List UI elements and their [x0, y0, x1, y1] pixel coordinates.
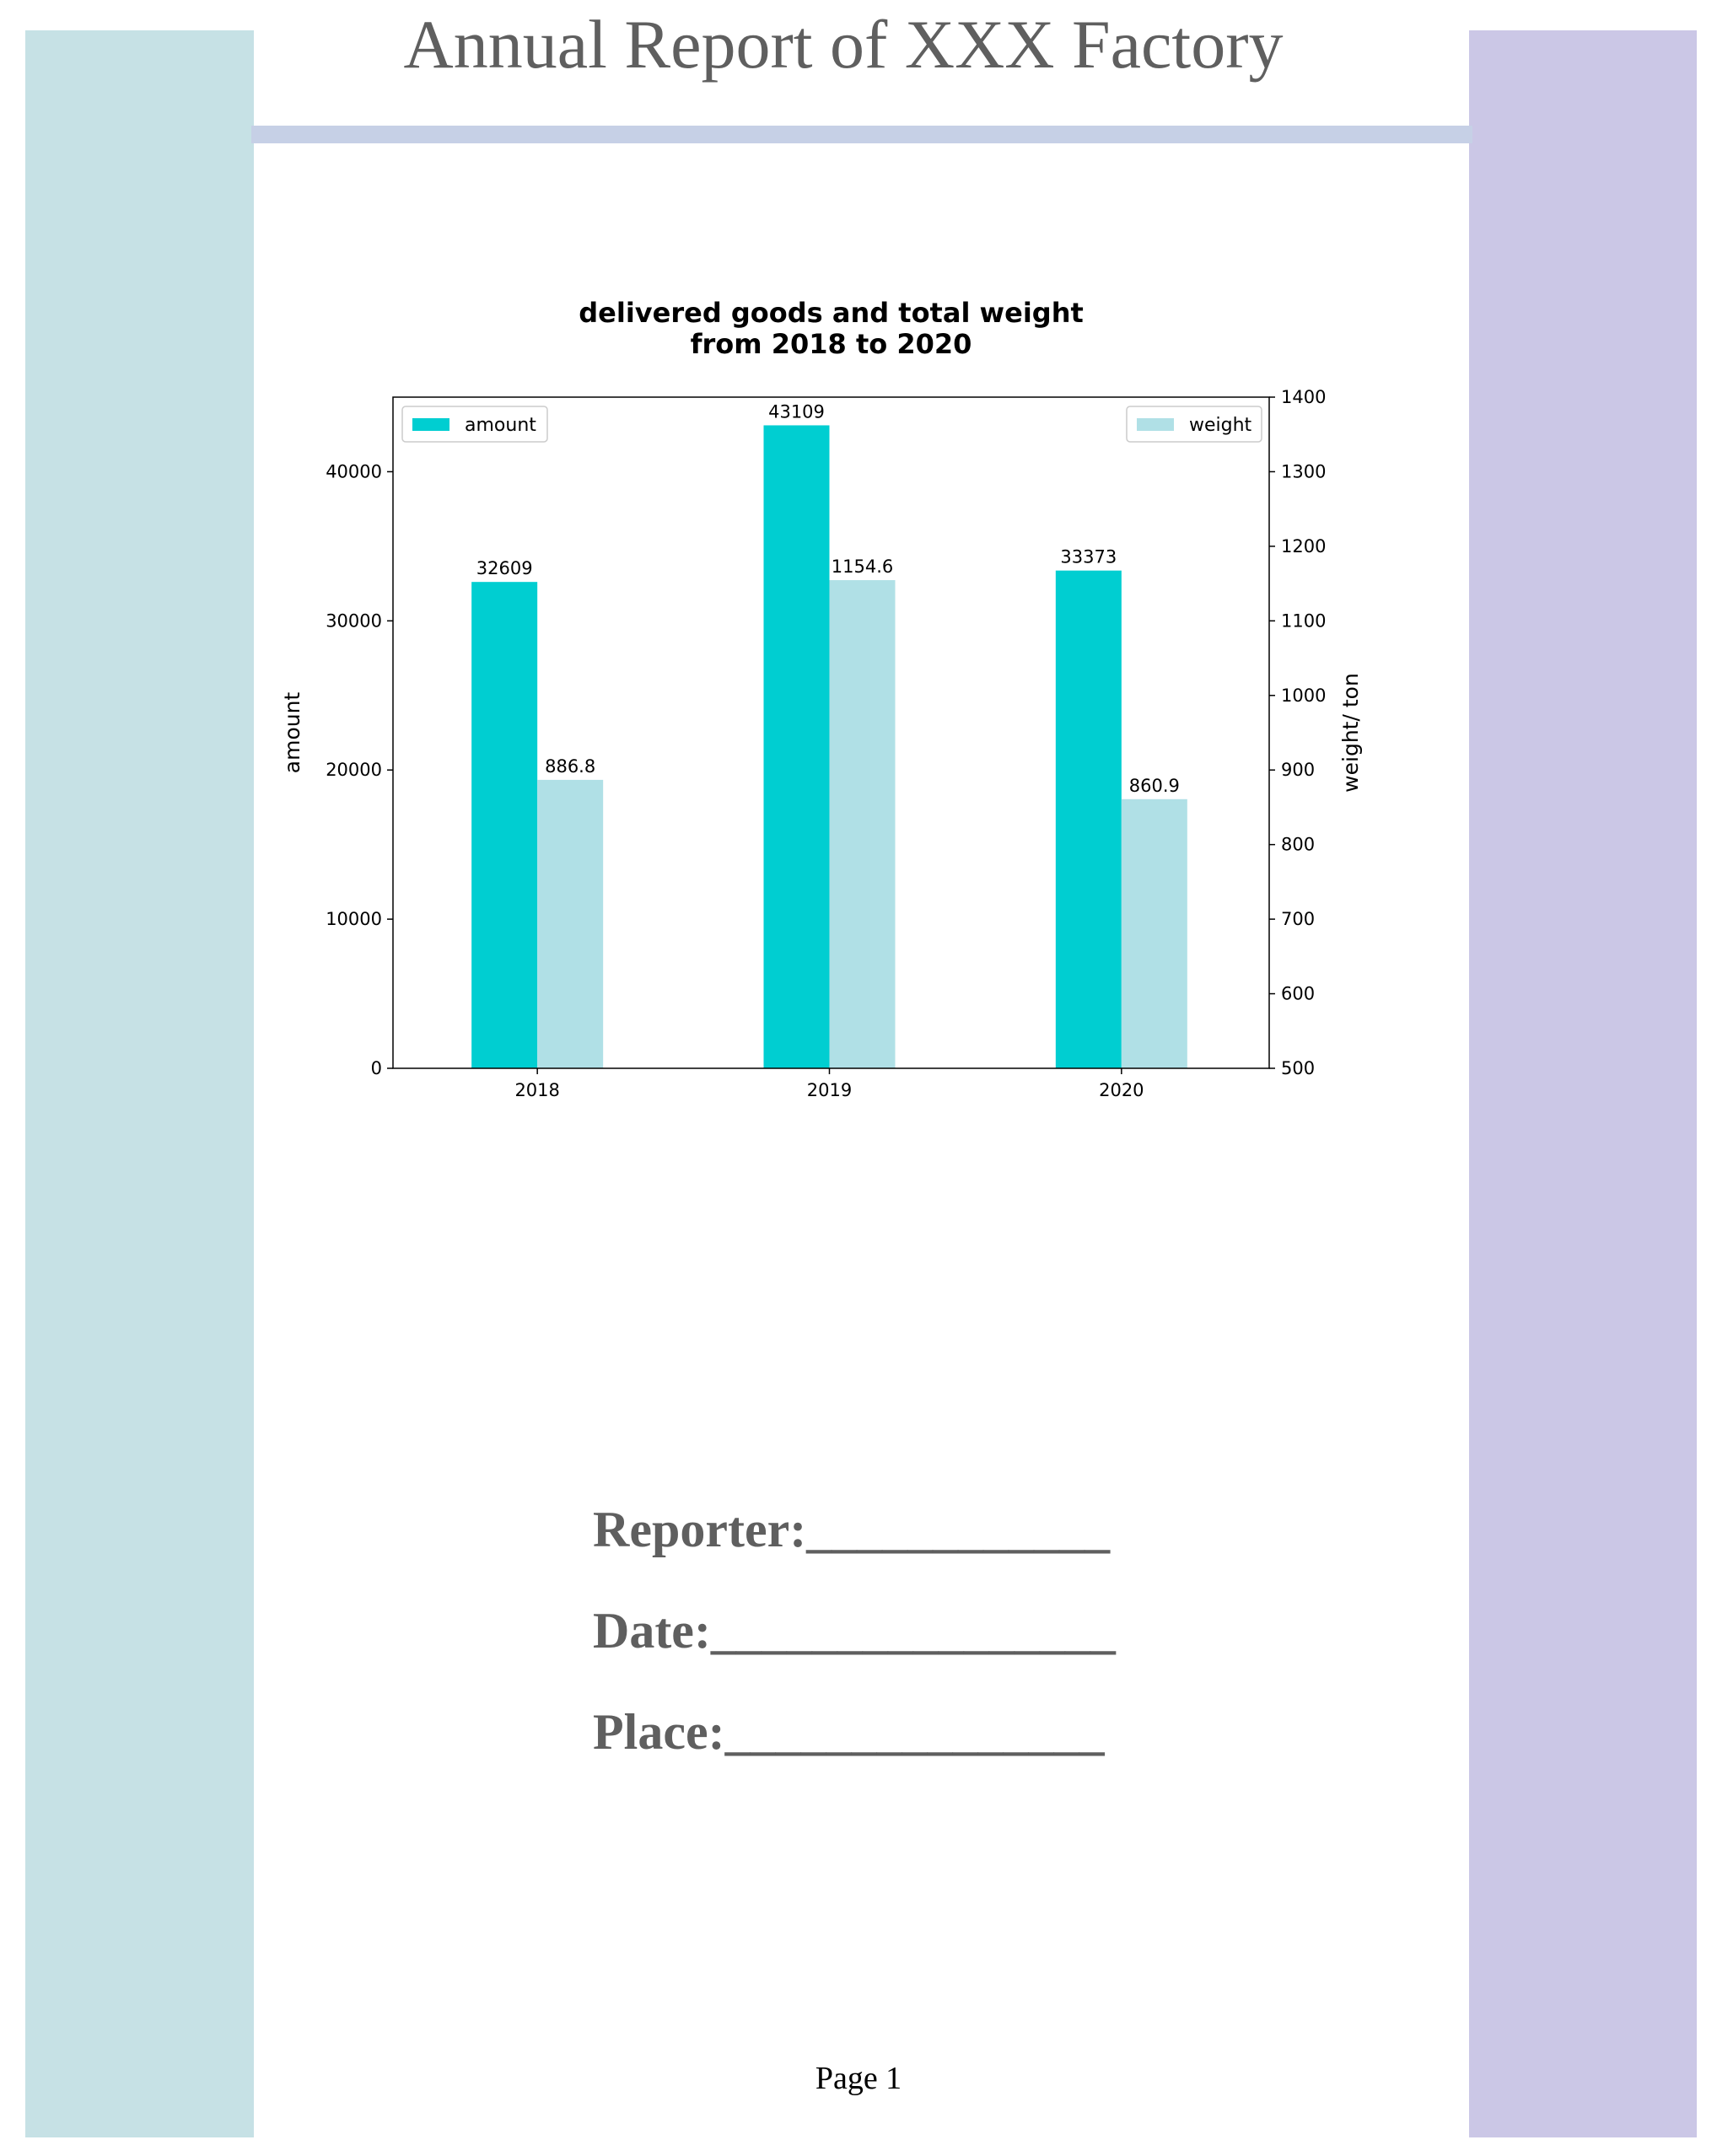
report-title: Annual Report of XXX Factory — [403, 6, 1284, 83]
y-right-tick-label: 700 — [1281, 909, 1316, 930]
y-left-tick-label: 30000 — [326, 610, 382, 632]
chart-title-line: from 2018 to 2020 — [690, 328, 972, 360]
y-right-tick-label: 1000 — [1281, 685, 1327, 706]
y-right-tick-label: 1300 — [1281, 461, 1327, 482]
y-right-tick-label: 800 — [1281, 834, 1316, 855]
amount-bar-label: 33373 — [1060, 546, 1117, 567]
weight-bar — [537, 780, 603, 1068]
left-sidebar-band — [25, 30, 254, 2137]
weight-bar — [1122, 799, 1187, 1068]
right-sidebar-band — [1469, 30, 1697, 2137]
y-left-tick-label: 40000 — [326, 461, 382, 482]
legend-amount-label: amount — [465, 415, 536, 436]
y-left-axis-label: amount — [280, 691, 304, 774]
legend-weight-label: weight — [1189, 415, 1252, 436]
y-right-axis-label: weight/ ton — [1338, 673, 1363, 793]
amount-bar — [471, 582, 537, 1068]
y-right-tick-label: 1100 — [1281, 610, 1327, 632]
weight-bar-label: 886.8 — [545, 755, 596, 777]
y-right-tick-label: 500 — [1281, 1058, 1316, 1078]
x-tick-label: 2018 — [514, 1080, 560, 1100]
amount-bar-label: 43109 — [768, 401, 825, 422]
x-tick-label: 2020 — [1099, 1080, 1144, 1100]
weight-bar — [830, 580, 896, 1068]
chart-title-line: delivered goods and total weight — [579, 297, 1084, 329]
date-field[interactable]: Date:________________ — [593, 1603, 1116, 1659]
amount-bar — [1056, 571, 1122, 1068]
y-right-tick-label: 900 — [1281, 760, 1316, 781]
y-right-tick-label: 600 — [1281, 983, 1316, 1004]
legend-weight-swatch — [1137, 418, 1174, 431]
title-underline-rule — [251, 126, 1472, 143]
y-left-tick-label: 10000 — [326, 909, 382, 930]
reporter-field[interactable]: Reporter:____________ — [593, 1502, 1111, 1557]
chart-svg — [270, 282, 1451, 1126]
legend-amount-swatch — [412, 418, 449, 431]
x-tick-label: 2019 — [806, 1080, 853, 1100]
y-right-tick-label: 1400 — [1281, 387, 1327, 407]
page-number: Page 1 — [815, 2061, 902, 2096]
amount-bar-label: 32609 — [476, 558, 533, 579]
weight-bar-label: 860.9 — [1128, 775, 1180, 796]
y-left-tick-label: 0 — [370, 1058, 382, 1078]
y-right-tick-label: 1200 — [1281, 535, 1327, 556]
place-field[interactable]: Place:_______________ — [593, 1704, 1105, 1760]
amount-bar — [764, 425, 830, 1068]
y-left-tick-label: 20000 — [326, 760, 382, 781]
bar-chart — [270, 282, 1451, 1130]
weight-bar-label: 1154.6 — [831, 556, 894, 578]
